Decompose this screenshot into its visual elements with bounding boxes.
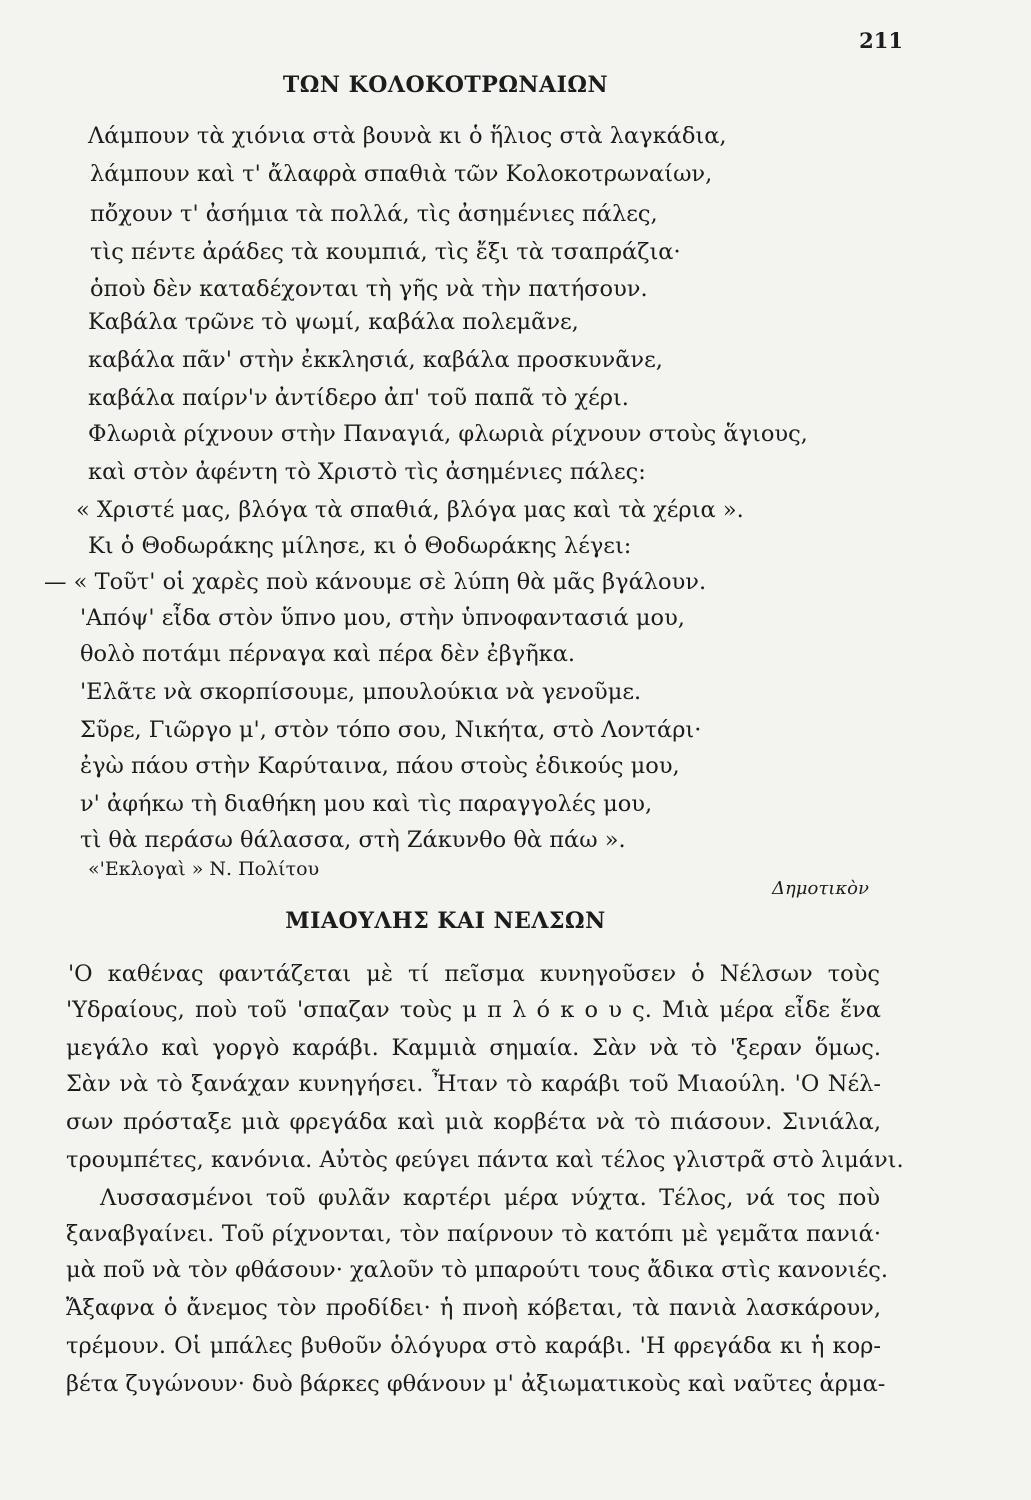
poem-line: Λάμπουν τὰ χιόνια στὰ βουνὰ κι ὁ ἥλιος στὰ λαγκάδια,: [88, 123, 727, 149]
poem-line: Καβάλα τρῶνε τὸ ψωμί, καβάλα πολεμᾶνε,: [88, 309, 579, 335]
poem-line: καὶ στὸν ἀφέντη τὸ Χριστὸ τὶς ἀσημένιες πάλες:: [88, 459, 646, 485]
poem-line: ἐγὼ πάου στὴν Καρύταινα, πάου στοὺς ἐδικούς μου,: [80, 753, 680, 779]
prose-line: τρέμουν. Οἱ μπάλες βυθοῦν ὁλόγυρα στὸ καράβι. 'Η φρεγάδα κι ἡ κορ-: [66, 1333, 881, 1359]
poem-line: καβάλα παίρν'ν ἀντίδερο ἀπ' τοῦ παπᾶ τὸ χέρι.: [88, 385, 629, 411]
page-number: 211: [859, 28, 903, 53]
prose-line: σων πρόσταξε μιὰ φρεγάδα καὶ μιὰ κορβέτα νὰ τὸ πιάσουν. Σινιάλα,: [66, 1109, 881, 1135]
poem-source: «'Εκλογαὶ » Ν. Πολίτου: [88, 858, 320, 880]
prose-line: τρουμπέτες, κανόνια. Αὐτὸς φεύγει πάντα καὶ τέλος γλιστρᾶ στὸ λιμάνι.: [66, 1147, 904, 1173]
prose-line: 'Ο καθένας φαντάζεται μὲ τί πεῖσμα κυνηγοῦσεν ὁ Νέλσων τοὺς: [68, 961, 880, 987]
prose-line: Λυσσασμένοι τοῦ φυλᾶν καρτέρι μέρα νύχτα. Τέλος, νά τος ποὺ: [100, 1185, 880, 1211]
poem-line: λάμπουν καὶ τ' ἄλαφρὰ σπαθιὰ τῶν Κολοκοτρωναίων,: [90, 161, 713, 187]
prose-title: ΜΙΑΟΥΛΗΣ ΚΑΙ ΝΕΛΣΩΝ: [285, 908, 606, 934]
poem-line: Κι ὁ Θοδωράκης μίλησε, κι ὁ Θοδωράκης λέγει:: [88, 533, 632, 559]
poem-line: καβάλα πᾶν' στὴν ἐκκλησιά, καβάλα προσκυνᾶνε,: [88, 347, 663, 373]
prose-line: 'Υδραίους, ποὺ τοῦ 'σπαζαν τοὺς μ π λ ό κ ο υ ς. Μιὰ μέρα εἶδε ἕνα: [66, 997, 881, 1023]
poem-line: ν' ἀφήκω τὴ διαθήκη μου καὶ τὶς παραγγολές μου,: [80, 791, 653, 817]
poem-line: 'Ελᾶτε νὰ σκορπίσουμε, μπουλούκια νὰ γενοῦμε.: [80, 679, 642, 705]
poem-line: Φλωριὰ ρίχνουν στὴν Παναγιά, φλωριὰ ρίχνουν στοὺς ἅγιους,: [88, 421, 808, 447]
poem-line: Σῦρε, Γιῶργο μ', στὸν τόπο σου, Νικήτα, στὸ Λοντάρι·: [80, 717, 702, 743]
poem-line: ὁποὺ δὲν καταδέχονται τὴ γῆς νὰ τὴν πατήσουν.: [90, 276, 648, 302]
poem-line: θολὸ ποτάμι πέρναγα καὶ πέρα δὲν ἐβγῆκα.: [80, 641, 576, 667]
poem-title: ΤΩΝ ΚΟΛΟΚΟΤΡΩΝΑΙΩΝ: [282, 72, 609, 98]
prose-line: μὰ ποῦ νὰ τὸν φθάσουν· χαλοῦν τὸ μπαρούτι τους ἄδικα στὶς κανονιές.: [66, 1257, 888, 1283]
poem-line: πὄχουν τ' ἀσήμια τὰ πολλά, τὶς ἀσημένιες πάλες,: [90, 201, 658, 227]
prose-line: Σὰν νὰ τὸ ξανάχαν κυνηγήσει. Ἦταν τὸ καράβι τοῦ Μιαούλη. 'Ο Νέλ-: [66, 1071, 881, 1097]
poem-line: « Χριστέ μας, βλόγα τὰ σπαθιά, βλόγα μας καὶ τὰ χέρια ».: [76, 497, 744, 523]
poem-line: τὶ θὰ περάσω θάλασσα, στὴ Ζάκυνθο θὰ πάω ».: [80, 827, 626, 853]
poem-line: τὶς πέντε ἀράδες τὰ κουμπιά, τὶς ἔξι τὰ τσαπράζια·: [90, 239, 681, 265]
prose-line: ξαναβγαίνει. Τοῦ ρίχνονται, τὸν παίρνουν τὸ κατόπι μὲ γεμᾶτα πανιά·: [66, 1221, 881, 1247]
poem-line: 'Απόψ' εἶδα στὸν ὕπνο μου, στὴν ὑπνοφαντασιά μου,: [80, 605, 685, 631]
prose-line: Ἄξαφνα ὁ ἄνεμος τὸν προδίδει· ἡ πνοὴ κόβεται, τὰ πανιὰ λασκάρουν,: [66, 1295, 881, 1321]
poem-line: — « Τοῦτ' οἱ χαρὲς ποὺ κάνουμε σὲ λύπη θὰ μᾶς βγάλουν.: [44, 569, 707, 595]
prose-line: μεγάλο καὶ γοργὸ καράβι. Καμμιὰ σημαία. Σὰν νὰ τὸ 'ξεραν ὅμως.: [66, 1035, 881, 1061]
prose-line: βέτα ζυγώνουν· δυὸ βάρκες φθάνουν μ' ἀξιωματικοὺς καὶ ναῦτες ἁρμα-: [66, 1371, 886, 1397]
poem-genre: Δημοτικὸν: [772, 878, 869, 899]
